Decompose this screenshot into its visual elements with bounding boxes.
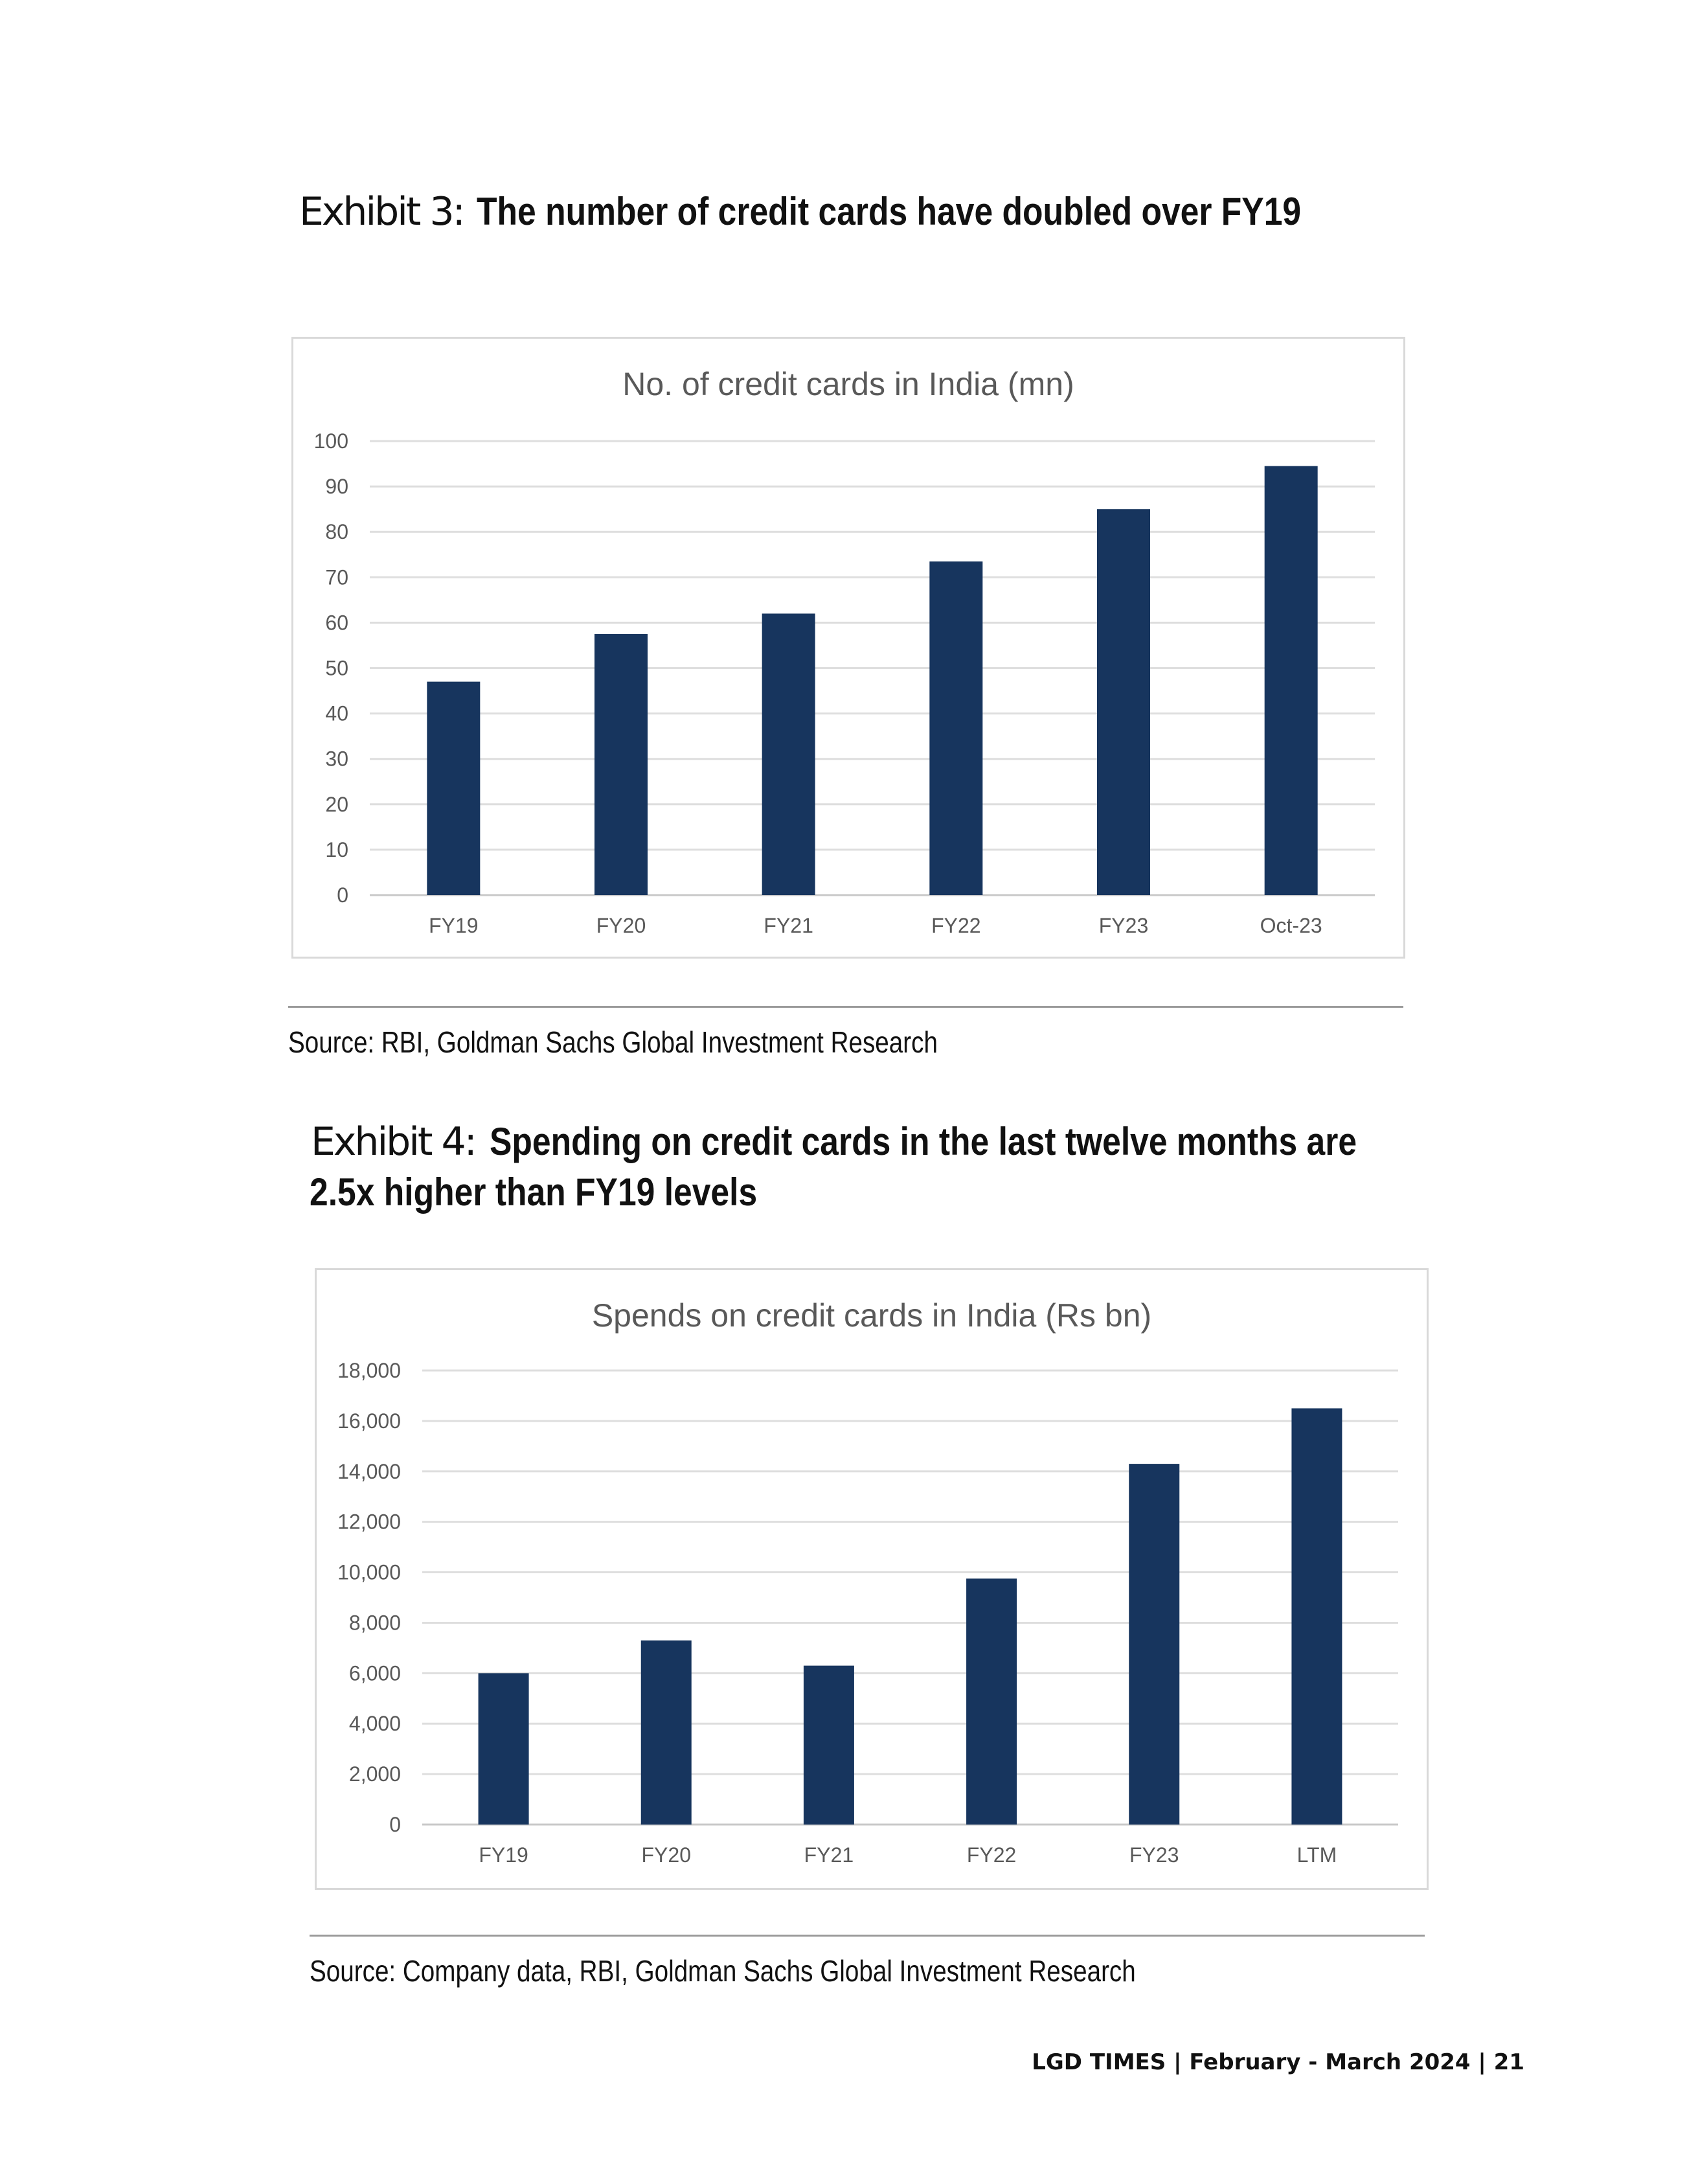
exhibit-4-title-line2-wrap bbox=[310, 1170, 830, 1214]
spends-chart-x-tick-label: FY22 bbox=[966, 1843, 1017, 1867]
spends-chart-y-tick-label: 2,000 bbox=[348, 1762, 401, 1786]
exhibit-4-source: Source: Company data, RBI, Goldman Sachs Global Investment Research bbox=[310, 1954, 1136, 1988]
cards-chart-y-tick-label: 10 bbox=[325, 837, 348, 861]
cards-chart-y-tick-label: 80 bbox=[325, 520, 348, 544]
cards-chart-y-tick-label: 60 bbox=[325, 611, 348, 635]
spends-chart-y-tick-label: 8,000 bbox=[348, 1611, 401, 1635]
exhibit-3-label: Exhibit 3: bbox=[299, 189, 464, 234]
cards-chart-x-tick-label: Oct-23 bbox=[1260, 914, 1322, 937]
spends-chart-x-tick-label: FY21 bbox=[804, 1843, 854, 1867]
cards-chart-x-tick-label: FY23 bbox=[1098, 914, 1149, 937]
spends-chart-y-tick-label: 16,000 bbox=[337, 1409, 401, 1433]
spends-chart-x-tick-label: LTM bbox=[1296, 1843, 1337, 1867]
cards-chart-y-tick-label: 100 bbox=[313, 429, 348, 453]
spends-chart-y-tick-label: 10,000 bbox=[337, 1560, 401, 1584]
cards-chart-y-tick-label: 0 bbox=[337, 883, 348, 907]
chart-credit-card-spends-svg bbox=[317, 1270, 1427, 1888]
chart-credit-card-spends bbox=[315, 1268, 1429, 1890]
exhibit-3-source: Source: RBI, Goldman Sachs Global Investment Research bbox=[288, 1025, 938, 1059]
source-divider-2 bbox=[310, 1935, 1425, 1937]
spends-chart-bar-fy19 bbox=[479, 1673, 529, 1825]
spends-chart-y-tick-label: 14,000 bbox=[337, 1459, 401, 1483]
exhibit-3-heading bbox=[299, 189, 1435, 234]
cards-chart-y-tick-label: 40 bbox=[325, 701, 348, 725]
cards-chart-bar-fy20 bbox=[594, 634, 648, 895]
spends-chart-x-tick-label: FY23 bbox=[1129, 1843, 1179, 1867]
cards-chart-x-tick-label: FY21 bbox=[764, 914, 813, 937]
cards-chart-x-tick-label: FY19 bbox=[429, 914, 479, 937]
exhibit-4-title-line1: Spending on credit cards in the last twelve months are bbox=[489, 1120, 1357, 1163]
spends-chart-bar-fy22 bbox=[966, 1578, 1017, 1825]
spends-chart-y-tick-label: 12,000 bbox=[337, 1510, 401, 1534]
spends-chart-y-tick-label: 0 bbox=[389, 1813, 401, 1836]
exhibit-4-label: Exhibit 4: bbox=[311, 1119, 475, 1165]
spends-chart-bar-fy23 bbox=[1129, 1464, 1179, 1825]
exhibit-4-heading bbox=[311, 1119, 1498, 1165]
cards-chart-x-tick-label: FY20 bbox=[596, 914, 646, 937]
spends-chart-x-tick-label: FY19 bbox=[479, 1843, 528, 1867]
cards-chart-y-tick-label: 20 bbox=[325, 792, 348, 816]
cards-chart-y-tick-label: 90 bbox=[325, 475, 348, 499]
spends-chart-y-tick-label: 18,000 bbox=[337, 1359, 401, 1382]
spends-chart-x-tick-label: FY20 bbox=[641, 1843, 691, 1867]
exhibit-4-title-line2: 2.5x higher than FY19 levels bbox=[310, 1170, 758, 1214]
spends-chart-title: Spends on credit cards in India (Rs bn) bbox=[591, 1297, 1152, 1334]
cards-chart-y-tick-label: 50 bbox=[325, 656, 348, 680]
chart-credit-cards bbox=[291, 337, 1405, 959]
cards-chart-x-tick-label: FY22 bbox=[931, 914, 981, 937]
spends-chart-bar-fy21 bbox=[804, 1666, 854, 1825]
spends-chart-y-tick-label: 4,000 bbox=[348, 1712, 401, 1736]
cards-chart-y-tick-label: 30 bbox=[325, 747, 348, 771]
spends-chart-bar-ltm bbox=[1291, 1408, 1342, 1825]
cards-chart-bar-oct-23 bbox=[1265, 466, 1318, 895]
page-footer: LGD TIMES | February - March 2024 | 21 bbox=[1032, 2049, 1524, 2075]
chart-credit-cards-svg bbox=[293, 339, 1403, 957]
cards-chart-bar-fy23 bbox=[1097, 509, 1150, 895]
cards-chart-bar-fy22 bbox=[929, 562, 982, 895]
cards-chart-bar-fy21 bbox=[762, 613, 815, 895]
spends-chart-y-tick-label: 6,000 bbox=[348, 1661, 401, 1685]
exhibit-3-title: The number of credit cards have doubled over FY19 bbox=[476, 190, 1301, 233]
cards-chart-bar-fy19 bbox=[427, 682, 480, 895]
spends-chart-bar-fy20 bbox=[641, 1641, 692, 1825]
cards-chart-y-tick-label: 70 bbox=[325, 565, 348, 589]
cards-chart-title: No. of credit cards in India (mn) bbox=[622, 366, 1074, 402]
source-divider-1 bbox=[288, 1006, 1403, 1008]
